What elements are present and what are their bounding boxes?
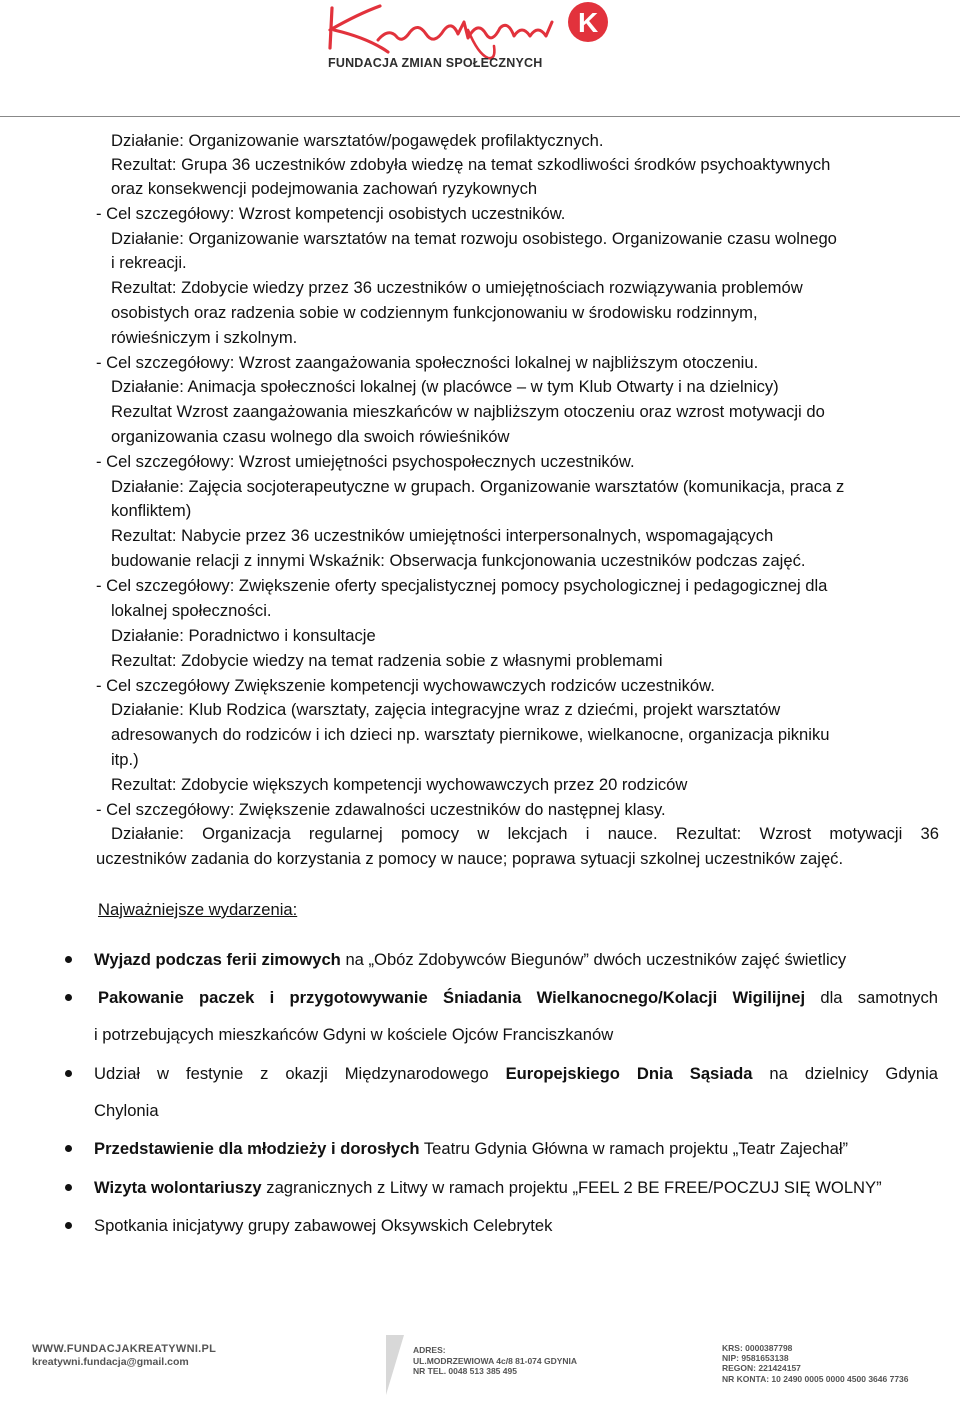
- footer-registration: [722, 1343, 909, 1384]
- text-line: Rezultat: Zdobycie większych kompetencji wychowawczych przez 20 rodziców: [111, 775, 688, 794]
- text-line: Działanie: Poradnictwo i konsultacje: [111, 626, 376, 645]
- logo-subtitle: FUNDACJA ZMIAN SPOŁECZNYCH: [328, 56, 543, 70]
- nip-number: NIP: 9581653138: [722, 1353, 789, 1364]
- event-highlight: Pakowanie paczek i przygotowywanie Śniadania Wielkanocnego/Kolacji Wigilijnej: [98, 988, 806, 1007]
- logo-script-stroke: [378, 22, 552, 40]
- text-line: organizowania czasu wolnego dla swoich rówieśników: [111, 427, 510, 446]
- text-line: Rezultat: Nabycie przez 36 uczestników umiejętności interpersonalnych, wspomagających: [111, 526, 774, 545]
- footer-address: [413, 1345, 577, 1377]
- text-line: oraz konsekwencji podejmowania zachowań ryzykownych: [111, 179, 538, 198]
- event-text: Chylonia: [94, 1101, 159, 1120]
- event-text: Teatru Gdynia Główna w ramach projektu „Teatr Zajechał”: [419, 1139, 849, 1158]
- text-line: Rezultat: Zdobycie wiedzy przez 36 uczestników o umiejętnościach rozwiązywania problemów: [111, 278, 803, 297]
- event-highlight: Przedstawienie dla młodzieży i dorosłych: [94, 1139, 420, 1158]
- regon-number: REGON: 221424157: [722, 1363, 801, 1374]
- text-line: konfliktem): [111, 501, 192, 520]
- text-line: budowanie relacji z innymi Wskaźnik: Obserwacja funkcjonowania uczestników podczas zajęć.: [111, 551, 806, 570]
- kreatywni-logo: [318, 0, 618, 62]
- bank-account: NR KONTA: 10 2490 0005 0000 4500 3646 7736: [722, 1373, 909, 1384]
- text-line: - Cel szczegółowy: Wzrost zaangażowania społeczności lokalnej w najbliższym otoczeniu.: [96, 353, 759, 372]
- bullet-icon: [65, 1222, 72, 1229]
- event-highlight: Wyjazd podczas ferii zimowych: [94, 950, 341, 969]
- text-line: lokalnej społeczności.: [111, 601, 272, 620]
- footer-decoration-shape: [386, 1335, 404, 1395]
- text-line: itp.): [111, 750, 139, 769]
- text-line: uczestników zadania do korzystania z pomocy w nauce; poprawa sytuacji szkolnej uczestników zajęć.: [96, 849, 844, 868]
- text-line: i rekreacji.: [111, 253, 187, 272]
- logo-k-stroke: [330, 6, 388, 52]
- event-highlight: Wizyta wolontariuszy: [94, 1178, 262, 1197]
- text-line: - Cel szczegółowy: Wzrost umiejętności psychospołecznych uczestników.: [96, 452, 635, 471]
- text-line: - Cel szczegółowy: Zwiększenie oferty specjalistycznej pomocy psychologicznej i pedagogicznej dla: [96, 576, 828, 595]
- bullet-icon: [65, 1070, 72, 1077]
- text-line: Działanie: Zajęcia socjoterapeutyczne w grupach. Organizowanie warsztatów (komunikacja, praca z: [111, 477, 845, 496]
- bullet-icon: [65, 1145, 72, 1152]
- event-text: dla samotnych: [805, 988, 938, 1007]
- header-divider: [0, 116, 960, 117]
- event-text: na dzielnicy Gdynia: [752, 1064, 938, 1083]
- events-heading: Najważniejsze wydarzenia:: [98, 900, 298, 919]
- address-phone: NR TEL. 0048 513 385 495: [413, 1366, 517, 1376]
- text-line: Działanie: Animacja społeczności lokalnej (w placówce – w tym Klub Otwarty i na dzielnicy): [111, 377, 779, 396]
- address-label: ADRES:: [413, 1345, 446, 1355]
- text-line: Rezultat: Grupa 36 uczestników zdobyła wiedzę na temat szkodliwości środków psychoaktywnych: [111, 155, 831, 174]
- event-highlight: Europejskiego Dnia Sąsiada: [505, 1064, 753, 1083]
- logo-badge-letter: K: [578, 7, 599, 38]
- bullet-icon: [65, 994, 72, 1001]
- text-line: - Cel szczegółowy: Zwiększenie zdawalności uczestników do następnej klasy.: [96, 800, 666, 819]
- text-line: Działanie: Organizacja regularnej pomocy w lekcjach i nauce. Rezultat: Wzrost motywacji 36: [111, 824, 939, 843]
- bullet-icon: [65, 1184, 72, 1191]
- text-line: adresowanych do rodziców i ich dzieci np. warsztaty piernikowe, wielkanocne, organizacja pikniku: [111, 725, 830, 744]
- page-footer: [0, 1330, 960, 1407]
- address-street: UL.MODRZEWIOWA 4c/8 81-074 GDYNIA: [413, 1355, 578, 1366]
- text-line: Rezultat Wzrost zaangażowania mieszkańców w najbliższym otoczeniu oraz wzrost motywacji do: [111, 402, 825, 421]
- krs-number: KRS: 0000387798: [722, 1343, 793, 1353]
- footer-email[interactable]: kreatywni.fundacja@gmail.com: [32, 1356, 189, 1368]
- event-text: Udział w festynie z okazji Międzynarodowego: [94, 1064, 506, 1083]
- text-line: Działanie: Klub Rodzica (warsztaty, zajęcia integracyjne wraz z dziećmi, projekt warsztatów: [111, 700, 781, 719]
- bullet-icon: [65, 956, 72, 963]
- event-text: zagranicznych z Litwy w ramach projektu „FEEL 2 BE FREE/POCZUJ SIĘ WOLNY”: [261, 1178, 882, 1197]
- event-text: na „Obóz Zdobywców Biegunów” dwóch uczestników zajęć świetlicy: [340, 950, 847, 969]
- footer-website[interactable]: WWW.FUNDACJAKREATYWNI.PL: [32, 1343, 217, 1355]
- event-text: i potrzebujących mieszkańców Gdyni w kościele Ojców Franciszkanów: [94, 1025, 614, 1044]
- text-line: Działanie: Organizowanie warsztatów na temat rozwoju osobistego. Organizowanie czasu wolnego: [111, 229, 837, 248]
- event-text: Spotkania inicjatywy grupy zabawowej Oksywskich Celebrytek: [94, 1216, 553, 1235]
- page-header: [0, 0, 960, 118]
- text-line: - Cel szczegółowy Zwiększenie kompetencji wychowawczych rodziców uczestników.: [96, 676, 715, 695]
- text-line: rówieśniczym i szkolnym.: [111, 328, 298, 347]
- text-line: Rezultat: Zdobycie wiedzy na temat radzenia sobie z własnymi problemami: [111, 651, 663, 670]
- text-line: osobistych oraz radzenia sobie w codziennym funkcjonowaniu w środowisku rodzinnym,: [111, 303, 758, 322]
- text-line: Działanie: Organizowanie warsztatów/pogawędek profilaktycznych.: [111, 131, 604, 150]
- text-line: - Cel szczegółowy: Wzrost kompetencji osobistych uczestników.: [96, 204, 566, 223]
